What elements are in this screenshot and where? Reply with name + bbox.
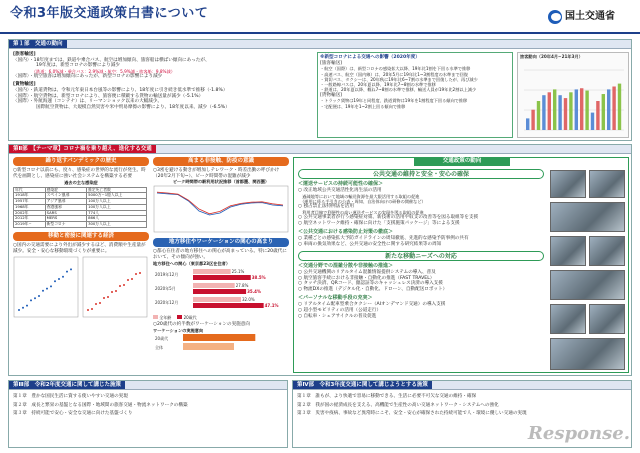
table-cell: 100万人以上 (87, 204, 147, 210)
scatter-point (38, 295, 40, 297)
scatter-point (62, 276, 64, 278)
policy-item: ○ 航空ネットワーク維持・確保に向けた「支援施策パッケージ」等による支援 (298, 221, 460, 227)
policy-item: ○ 改正地域公共交通活性化再生法の活用 (298, 188, 382, 194)
trend-bar (602, 94, 605, 130)
pandemic-table (13, 187, 147, 228)
part3-chapter: 第１章 豊かな国民生活に資する使いやすい交通の実現 (13, 394, 128, 399)
demand-heading: 高まる非接触、防疫の意識 (153, 157, 289, 166)
scatter-point (42, 290, 44, 292)
table-cell: 5000万~1億人以上 (87, 193, 147, 199)
policy-item: ○ 超小型モビリティの活用（公道走行） (298, 307, 382, 313)
pandemic-heading: 繰り返すパンデミックの歴史 (13, 157, 149, 166)
part2-col1 (13, 157, 149, 373)
part2-title: 第Ⅱ部 【テーマ章】コロナ禍を乗り越え、進化する交通 (9, 145, 156, 154)
scatter-point (95, 303, 97, 305)
part1-section (8, 39, 632, 141)
trend-bar (618, 84, 621, 130)
bar (193, 269, 231, 274)
scatter-point (107, 296, 109, 298)
demand-chart-title: ピーク時間帯の駅利用状況推移（首都圏、関西圏） (172, 179, 270, 185)
part3-section (8, 380, 288, 448)
table-row (14, 222, 147, 228)
data-label: 38.5% (251, 274, 266, 280)
trend-bar (585, 91, 588, 130)
table-cell: 1918年 (14, 193, 46, 199)
table-cell: 100万人以上 (87, 199, 147, 205)
covid-impact-box (317, 52, 513, 138)
bar (183, 343, 234, 350)
scatter-point (123, 284, 125, 286)
bus-photo (550, 170, 586, 198)
table-cell: 300万人以上 (87, 222, 147, 228)
part1-line: 〈国際〉・航空貨物は、新型コロナにより、旅客便に積載する貨物の輸送量が減少（-5.1%） (13, 93, 204, 99)
passenger-trend-chart (517, 52, 629, 138)
category-label: 2020年5月 (155, 285, 176, 291)
policy-item: （運用に係る手引きの公表・周知、自治体向けの研修の開催など） (298, 199, 426, 205)
scatter-point (111, 291, 113, 293)
policy-item: ○ 物流DXの推進（デジタル化・自動化、ドローン、自動配送ロボット） (298, 287, 448, 293)
scatter-point (54, 281, 56, 283)
part1-header (9, 40, 631, 49)
passenger-trend-graph (518, 60, 628, 136)
data-label: 25.1% (231, 268, 245, 274)
station-usage-chart (153, 185, 289, 233)
scatter-point (91, 308, 93, 310)
mobility-text: ○国内の交通需要により外出が減少するほど、消費額や生産量が減少。安全・安心な移動環境づくりが重要に。 (13, 242, 146, 254)
mobility-scatter-charts (13, 256, 149, 318)
part1-line: （鉄道：6.0%減・乗合バス：2.9%減・航空：5.9%減・旅客船：9.8%減） (13, 69, 175, 75)
trend-bar (612, 87, 615, 131)
part1-title: 第１部 交通の動向 (9, 40, 67, 49)
part1-line: 19年度は、新型コロナの影響により減少 (13, 63, 120, 69)
part1-text (13, 52, 313, 111)
bar (193, 303, 264, 308)
covid-line: ・高速バス、航空（国内線）は、20年5月に19年比1~3割程度の水準まで回復 (320, 71, 468, 77)
legend-label: 全年齢 (159, 314, 172, 320)
part1-line: 〈国内〉・18年度までは、鉄道や乗合バス、航空は増加傾向、旅客船は横ばい傾向にあったが、 (13, 57, 210, 63)
covid-line: ・鉄道は、20年夏以降、概ね7~8割の水準で推移、輸送人員が19年比2割以上減少 (320, 87, 477, 93)
part2-col2 (153, 157, 289, 373)
legend-item (153, 315, 171, 320)
migration-legend (153, 315, 289, 320)
part4-list (297, 394, 629, 417)
workation-chart-title: ワーケーションの実施意向 (153, 327, 204, 333)
table-cell: MERS (45, 216, 86, 222)
bar (193, 289, 246, 294)
covid-line: [貨物輸送] (320, 92, 342, 98)
drone-photo (589, 304, 625, 334)
table-cell: 774人 (87, 210, 147, 216)
policy-item: ○ 業種ごとの感染拡大予防ガイドラインの周知徹底、先進的な感染予防事例の共有 (298, 236, 469, 242)
part4-title: 第Ⅳ部 令和3年度交通に関して講じようとする施策 (293, 381, 432, 390)
covid-line: ・航空（国際）は、新型コロナの感染拡大以降、19年比1割を下回る水準で推移 (320, 66, 471, 72)
congestion-heading: ＜交通分野での混雑分散や非接触の推進＞ (298, 262, 394, 269)
table-cell: 2019年~ (14, 222, 46, 228)
scatter-point (115, 290, 117, 292)
scatter-point (70, 269, 72, 271)
scatter-point (30, 300, 32, 302)
disinfection-photo (589, 170, 625, 198)
workation-chart (153, 333, 289, 353)
part3-chapter: 第３章 持続可能で安心・安全な交通に向けた基盤づくり (13, 411, 133, 417)
bar (193, 297, 241, 302)
page-title: 令和3年版交通政策白書について (10, 6, 209, 21)
table-cell: スペイン風邪 (45, 193, 86, 199)
header-rule (0, 32, 640, 34)
table-header: 年代 (14, 187, 46, 193)
policy-item: ○ 公共交通事業者が行う感染症対策、新技術の活用や収支の改善等を図る取組等を支援 (298, 215, 479, 221)
pandemic-table-title: 過去の主な感染症 (64, 180, 98, 186)
policy-item: ○ 自転車・シェアサイクルの普及促進 (298, 313, 377, 319)
table-header: 感染症 (45, 187, 86, 193)
part4-header (293, 381, 631, 390)
covid-line: ・貸切バス、タクシーは、20年秋に19年比6~7割の水準まで回復したが、再び減少 (320, 76, 478, 82)
category-label: 20歳代 (155, 335, 169, 341)
table-header: 推定死亡者数 (87, 187, 147, 193)
ministry-logo (548, 8, 615, 26)
policy-heading: 交通政策の動向 (414, 157, 510, 166)
scatter-point (131, 278, 133, 280)
scatter-point (87, 309, 89, 311)
policy-item: ○ リアルタイム配車型乗合タクシー（AIオンデマンド交通）の導入支援 (298, 302, 446, 308)
trend-bar (596, 101, 599, 130)
part1-line: [貨物輸送] (13, 82, 36, 88)
trend-bar (580, 88, 583, 130)
sustainability-heading: ＜運送サービスの持続可能性の確保＞ (298, 181, 384, 187)
migration-interest-chart (153, 267, 289, 313)
table-cell: 新型コロナ (45, 222, 86, 228)
bar (193, 275, 251, 280)
passenger-chart-title: 旅客動向（20年4月~21年3月） (520, 54, 583, 59)
ventilation-photo (550, 236, 586, 266)
table-cell: アジア風邪 (45, 199, 86, 205)
table-cell: SARS (45, 210, 86, 216)
trend-bar (531, 110, 534, 130)
covid-line: ・トラック貨物は19年と同程度、鉄道貨物は19年を1割程度下回る傾向で推移 (320, 98, 468, 104)
policy-item: ○ 航空旅客手続における非接触・自動化の推進（FAST TRAVEL） (298, 275, 435, 281)
table-cell: 香港風邪 (45, 204, 86, 210)
scatter-point (103, 297, 105, 299)
table-cell: 2002年 (14, 210, 46, 216)
legend-label: 20歳代 (183, 314, 197, 320)
legend-item (177, 315, 196, 320)
scatter-point (66, 271, 68, 273)
trend-bar (548, 93, 551, 131)
share-cycle-photo (550, 338, 625, 370)
bar (183, 334, 255, 341)
scatter-point (99, 302, 101, 304)
table-cell: 1957年 (14, 199, 46, 205)
scatter-point (50, 286, 52, 288)
trend-bar (591, 113, 594, 130)
part2-header (9, 145, 631, 154)
policy-item: ○ 公共交通機関のリアルタイム混雑情報提供システムの導入、普及 (298, 269, 436, 275)
scatter-point (26, 305, 28, 307)
ministry-name: 国土交通省 (565, 10, 615, 22)
part3-chapter: 第２章 成長と繁栄の基盤となる国際・地域間の旅客交通・物流ネットワークの構築 (13, 402, 188, 408)
trend-bar (537, 101, 540, 130)
trend-bar (564, 98, 567, 130)
demand-text: ○3密を避ける動きが増加しテレワーク・時差出勤の呼びかけ（20年2月下旬~）、ピーク時間帯の混雑が減少 (153, 168, 280, 179)
scatter-point (22, 307, 24, 309)
covid-box-title: ※新型コロナによる交通への影響（2020年度） (320, 55, 420, 60)
data-label: 32.0% (242, 296, 255, 302)
part3-list (13, 394, 285, 417)
part1-line: [旅客輸送] (13, 52, 36, 57)
page-header (0, 0, 640, 34)
policy-new-needs-heading: 新たな移動ニーズへの対応 (298, 251, 544, 261)
trend-bar (542, 95, 545, 130)
scatter-point (18, 309, 20, 311)
scatter-point (139, 272, 141, 274)
policy-maintain-heading: 公共交通の維持と安全・安心の確保 (298, 169, 544, 179)
part4-chapter: 第１章 誰もが、より快適で容易に移動できる、生活に必要不可欠な交通の維持・確保 (297, 394, 477, 399)
mlit-logo-icon (548, 10, 562, 24)
part1-line: 国際航空貨物は、大規模自然災害や米中貿易摩擦の影響により、18年度以来、減少（-6.5%） (13, 105, 230, 111)
table-cell: 1968年 (14, 204, 46, 210)
data-label: 35.4% (247, 288, 261, 294)
policy-item: ○ 車両の換気効果など、公共交通の安全性に関する研究結果等の周知 (298, 241, 442, 247)
trend-bar (558, 95, 561, 130)
infection-control-heading: ＜公共交通における感染防止対策の徹底＞ (298, 228, 394, 235)
mobility-heading: 移動と密接に関連する経済 (13, 232, 149, 241)
data-label: 47.1% (264, 302, 279, 308)
part4-chapter: 第２章 我が国の経済成長を支える、高機能で生産性の高い交通ネットワーク・システムへの強化 (297, 402, 499, 408)
data-label: 27.8% (235, 282, 249, 288)
table-cell: 2012年 (14, 216, 46, 222)
policy-item: ○ タッチ決済、QRコード、顔認証等のキャッシュレス決済の導入支援 (298, 281, 443, 287)
station-photo (550, 202, 625, 232)
congestion-info-screen (550, 270, 625, 300)
trend-bar (607, 90, 610, 131)
trend-bar (553, 90, 556, 131)
scatter-point (58, 278, 60, 280)
trend-bar (569, 93, 572, 131)
scatter-point (46, 288, 48, 290)
policy-item: 利用者目線で利便性の高い運送サービスの実現を図る取組の促進 (298, 210, 424, 216)
scatter-point (34, 298, 36, 300)
workplace-text: ○都心在住者の地方移住への関心が高まっている。特に20歳代において、その傾向が強い。 (153, 248, 287, 260)
category-label: 全体 (155, 344, 163, 350)
part1-line: 〈国内〉・鉄道貨物は、令和元年東日本台風等の影響により、18年度に引き続き低水準で推移（-1.8%） (13, 87, 228, 93)
workation-text: ○20歳代の約半数がワーケーションの実施意向 (153, 321, 250, 327)
part1-line: 〈国際〉・外航海運（コンテナ）は、リーマンショック以来の大幅減少。 (13, 99, 163, 105)
scatter-point (127, 279, 129, 281)
category-label: 2019年12月 (155, 271, 179, 277)
policy-panel (293, 157, 629, 373)
trend-bar (575, 90, 578, 131)
table-cell: 866人 (87, 216, 147, 222)
part3-title: 第Ⅲ部 令和2年度交通に関して講じた施策 (9, 381, 125, 390)
policy-item: ○ 独占禁止法特例法を活用 (298, 204, 355, 210)
personal-mobility-heading: ＜パーソナルな移動手段の充実＞ (298, 294, 373, 301)
covid-line: [旅客輸送] (320, 60, 342, 66)
policy-text-column (298, 169, 544, 319)
category-label: 2020年12月 (155, 299, 179, 305)
part4-chapter: 第３章 災害や疫病、事故など異常時にこそ、安全・安心が確保された持続可能で人・環境に優しい交通の実現 (297, 411, 527, 417)
workplace-heading: 地方移住やワーケーションの関心の高まり (153, 238, 289, 247)
covid-line: ・一般路線バスは、20年夏以降、19年比7~8割の水準で推移 (320, 82, 436, 88)
scatter-point (119, 285, 121, 287)
covid-line: ・宅配便は、19年を1~2割上回る傾向で推移 (320, 103, 406, 109)
response-watermark: Response. (527, 422, 630, 444)
part2-section (8, 144, 632, 376)
policy-item: 過疎地等において地域の輸送資源を最大限活用する取組の促進 (298, 193, 420, 199)
pandemic-intro: ○新型コロナ以前にも、度々、感染症の世界的な流行が発生。時代を画期とし、感染症に強い社会システムを構築する必要 (13, 168, 146, 179)
part3-header (9, 381, 287, 390)
part1-line: 〈国際〉・航空旅客は増加傾向にあったが、新型コロナの影響により減少 (13, 74, 163, 80)
trend-bar (526, 119, 529, 131)
bar (193, 283, 235, 288)
vehicle-photo (589, 236, 625, 266)
migration-chart-title: 地方移住への関心（東京都23区在住者） (153, 261, 231, 267)
scatter-point (135, 273, 137, 275)
airport-gate-photo (550, 304, 586, 334)
